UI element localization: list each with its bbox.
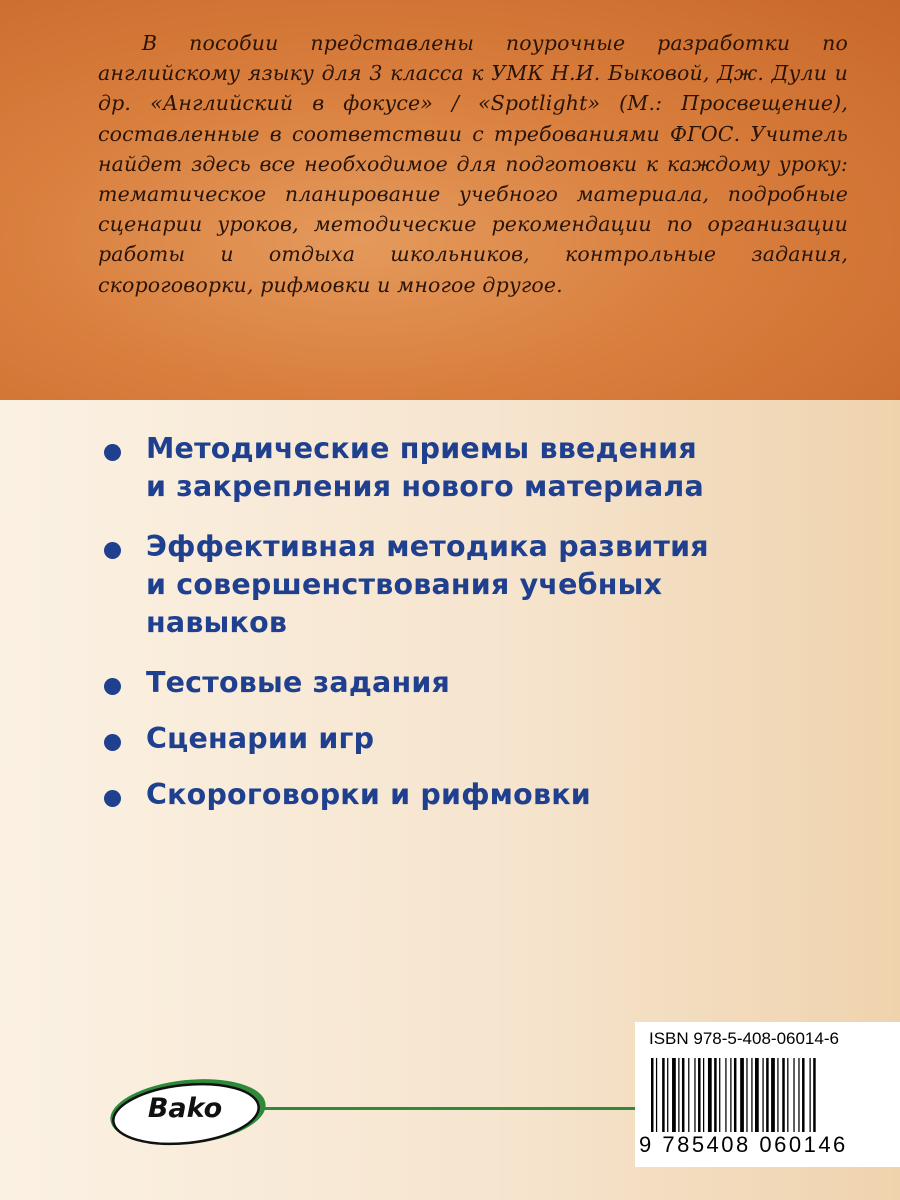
feature-text: Тестовые задания — [146, 666, 451, 699]
feature-item — [100, 528, 880, 642]
publisher-underline — [260, 1107, 645, 1110]
feature-list — [100, 430, 880, 814]
feature-text: Эффективная методика развития и совершенствования учебных навыков — [146, 530, 709, 639]
bullet-icon — [104, 444, 121, 461]
isbn-label: ISBN 978-5-408-06014-6 — [649, 1029, 839, 1048]
feature-text: Скороговорки и рифмовки — [146, 778, 591, 811]
bullet-icon — [104, 734, 121, 751]
barcode-icon — [649, 1058, 889, 1132]
bullet-icon — [104, 678, 121, 695]
feature-item — [100, 720, 880, 758]
feature-text: Сценарии игр — [146, 722, 375, 755]
isbn-block — [635, 1022, 900, 1167]
bullet-icon — [104, 790, 121, 807]
feature-item — [100, 776, 880, 814]
feature-text: Методические приемы введения и закрепления нового материала — [146, 432, 704, 503]
publisher-name: Bako — [147, 1093, 223, 1124]
bullet-icon — [104, 542, 121, 559]
intro-paragraph: В пособии представлены поурочные разработки по английскому языку для 3 класса к УМК Н.И. Быковой, Дж. Дули и др. «Английский в фокусе» / «Spotlight» (М.: Просвещение), составленные в соответствии с требованиями ФГОС. Учитель найдет здесь все необходимое для подготовки к каждому уроку: тематическое планирование учебного материала, подробные сценарии уроков, методические рекомендации по организации работы и отдыха школьников, контрольные задания, скороговорки, рифмовки и многое другое. — [98, 31, 848, 297]
barcode-digits: 9 785408 060146 — [639, 1132, 848, 1157]
feature-item — [100, 664, 880, 702]
feature-item — [100, 430, 880, 506]
